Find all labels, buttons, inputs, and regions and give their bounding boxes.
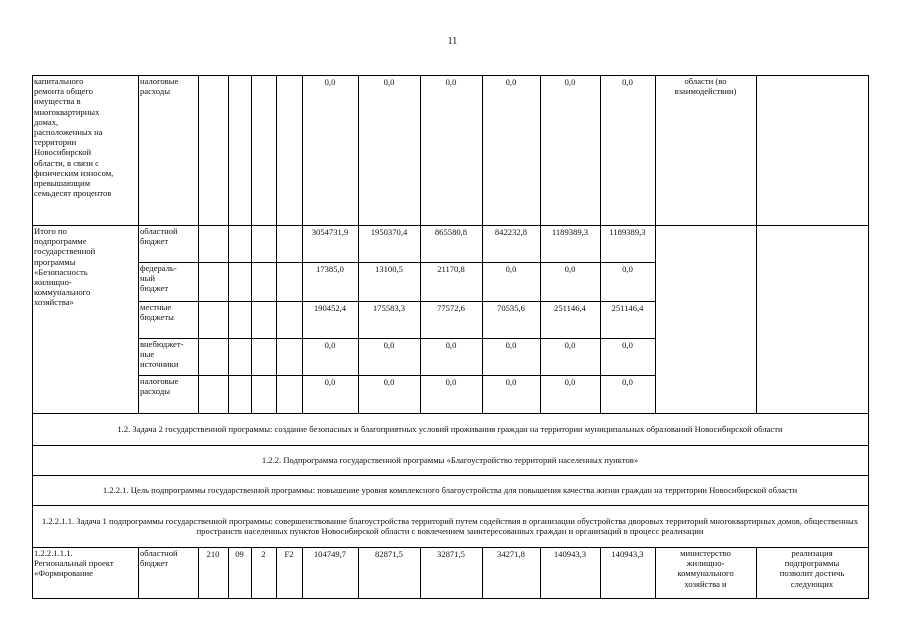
section-heading — [32, 505, 868, 547]
amount-cell: 3054731,9 — [311, 227, 349, 237]
amount-cell: 251146,4 — [611, 303, 644, 313]
column-divider — [251, 75, 252, 413]
funding-source: налоговые расходы — [140, 76, 179, 97]
funding-source: областной бюджет — [140, 226, 178, 247]
funding-source: местные бюджеты — [140, 302, 174, 323]
section-heading — [32, 413, 868, 445]
amount-cell: 865580,8 — [434, 227, 468, 237]
amount-cell: 34271,8 — [497, 549, 525, 559]
amount-cell: 0,0 — [564, 77, 576, 87]
funding-source: налоговые расходы — [140, 376, 179, 397]
amount-cell: 0,0 — [324, 77, 336, 87]
page-number: 11 — [447, 36, 458, 47]
amount-cell: 1950370,4 — [370, 227, 408, 237]
amount-cell: 140943,3 — [611, 549, 644, 559]
amount-cell: 175583,3 — [372, 303, 406, 313]
amount-cell: 0,0 — [564, 377, 576, 387]
amount-cell: 0,0 — [383, 377, 395, 387]
section-heading-text: 1.2.2. Подпрограмма государственной программы «Благоустройство территорий населенных пунктов» — [261, 454, 639, 465]
code-cell: F2 — [284, 549, 294, 559]
section-heading — [32, 475, 868, 505]
section-heading-text: 1.2.2.1.1. Задача 1 подпрограммы государственной программы: совершенствование благоустройства территорий путем содействия в организации обустройства дворовых территорий многоквартирных домов, общественных пространств населенных пунктов Новосибирской области с вовлечением заинтересованных граждан и организаций в процесс реализации — [41, 515, 859, 536]
amount-cell: 0,0 — [383, 340, 395, 350]
funding-source: областной бюджет — [140, 548, 178, 569]
section-heading — [32, 445, 868, 475]
amount-cell: 0,0 — [445, 77, 457, 87]
amount-cell: 0,0 — [564, 340, 576, 350]
amount-cell: 0,0 — [505, 264, 517, 274]
amount-cell: 0,0 — [505, 340, 517, 350]
amount-cell: 1189389,3 — [609, 227, 646, 237]
amount-cell: 77572,6 — [437, 303, 465, 313]
executor-cell: министерство жилищно- коммунального хозяйства и — [677, 548, 734, 589]
column-divider — [276, 75, 277, 413]
row-title: Итого по подпрограмме государственной программы «Безопасность жилищно- коммунального хозяйства» — [34, 226, 96, 308]
amount-cell: 70535,6 — [497, 303, 525, 313]
executor-cell: области (во взаимодействии) — [674, 76, 737, 97]
amount-cell: 251146,4 — [554, 303, 586, 313]
column-divider — [198, 75, 199, 413]
amount-cell: 0,0 — [445, 377, 457, 387]
code-cell: 09 — [235, 549, 244, 559]
amount-cell: 32871,5 — [437, 549, 465, 559]
section-heading-text: 1.2. Задача 2 государственной программы: создание безопасных и благоприятных условий проживания граждан на территории муниципальных образований Новосибирской области — [117, 423, 783, 434]
amount-cell: 0,0 — [324, 377, 336, 387]
amount-cell: 0,0 — [324, 340, 336, 350]
code-cell: 2 — [261, 549, 266, 559]
amount-cell: 0,0 — [622, 264, 633, 274]
column-divider — [228, 75, 229, 413]
amount-cell: 17385,0 — [316, 264, 344, 274]
column-divider — [756, 75, 757, 413]
amount-cell: 21170,8 — [437, 264, 465, 274]
amount-cell: 1189389,3 — [551, 227, 589, 237]
amount-cell: 0,0 — [445, 340, 457, 350]
funding-source: внебюджет- ные источники — [140, 339, 184, 370]
row-title: капитального ремонта общего имущества в многоквартирных домах, расположенных на территории Новосибирской области, в связи с физическим износом, превышающим семьдесят процентов — [34, 76, 114, 199]
amount-cell: 140943,3 — [553, 549, 587, 559]
amount-cell: 190452,4 — [313, 303, 347, 313]
amount-cell: 104749,7 — [313, 549, 347, 559]
result-cell: реализация подпрограммы позволит достичь следующих — [779, 548, 845, 589]
amount-cell: 0,0 — [383, 77, 395, 87]
amount-cell: 0,0 — [564, 264, 576, 274]
table-border-right — [868, 75, 869, 598]
amount-cell: 0,0 — [505, 77, 517, 87]
amount-cell: 842232,8 — [494, 227, 528, 237]
amount-cell: 82871,5 — [375, 549, 403, 559]
table-border-bottom — [32, 598, 869, 599]
amount-cell: 0,0 — [622, 377, 633, 387]
amount-cell: 0,0 — [622, 340, 633, 350]
funding-source: федераль- ный бюджет — [140, 263, 177, 294]
amount-cell: 0,0 — [505, 377, 517, 387]
code-cell: 210 — [206, 549, 220, 559]
row-title: 1.2.2.1.1.1. Региональный проект «Формирование — [34, 548, 114, 579]
amount-cell: 0,0 — [622, 77, 633, 87]
amount-cell: 13100,5 — [375, 264, 403, 274]
section-heading-text: 1.2.2.1. Цель подпрограммы государственной программы: повышение уровня комплексного благоустройства для повышения качества жизни граждан на территории Новосибирской области — [102, 484, 798, 495]
